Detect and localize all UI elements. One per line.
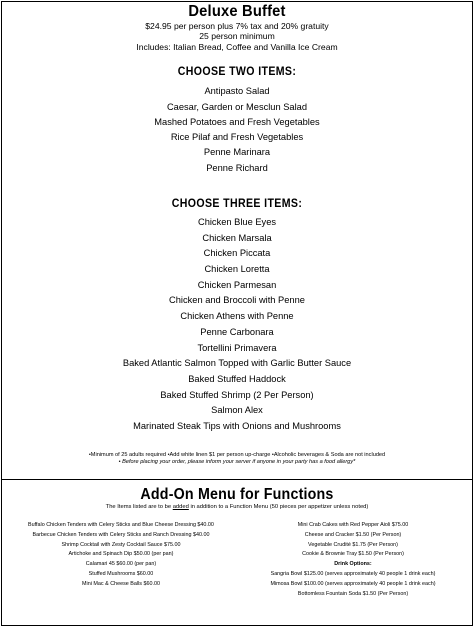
list-item: Baked Atlantic Salmon Topped with Garlic Butter Sauce <box>122 358 352 369</box>
list-item: Penne Carbonara <box>200 326 274 337</box>
list-item: Baked Stuffed Haddock <box>188 373 286 384</box>
allergy-note: • Before placing your order, please inform your server if anyone in your party has a food allergy* <box>118 458 356 465</box>
list-item: Chicken Marsala <box>202 232 272 243</box>
list-item: Penne Marinara <box>203 147 271 158</box>
addon-subtitle-underlined: added <box>172 504 189 510</box>
list-item: Mashed Potatoes and Fresh Vegetables <box>154 116 320 127</box>
list-item: Chicken Parmesan <box>197 279 277 290</box>
addon-item: Shrimp Cocktail with Zesty Cocktail Sauce $75.00 <box>61 541 181 548</box>
list-item: Antipasto Salad <box>204 86 270 97</box>
menu-page <box>1 1 473 626</box>
addon-subtitle-text: in addition to a Function Menu (50 pieces per appetizer unless noted) <box>188 504 369 510</box>
buffet-minimum: 25 person minimum <box>199 31 275 42</box>
list-item: Tortellini Primavera <box>197 342 277 353</box>
addon-item: Calamari 45 $60.00 (per pan) <box>85 561 157 568</box>
addon-item: Artichoke and Spinach Dip $50.00 (per pan) <box>68 551 174 558</box>
list-item: Chicken Athens with Penne <box>180 311 294 322</box>
section-divider <box>2 479 472 480</box>
list-item: Chicken and Broccoli with Penne <box>169 295 305 306</box>
list-item: Marinated Steak Tips with Onions and Mushrooms <box>133 420 341 431</box>
addon-left-column <box>6 521 236 590</box>
list-item: Baked Stuffed Shrimp (2 Per Person) <box>160 389 314 400</box>
addon-item: Mini Crab Cakes with Red Pepper Aioli $75.00 <box>297 522 409 528</box>
choose-three-heading: CHOOSE THREE ITEMS: <box>171 198 303 210</box>
addon-item: Cheese and Cracker $1.50 (Per Person) <box>304 531 402 538</box>
addon-item: Stuffed Mushrooms $60.00 <box>88 570 154 577</box>
choose-two-list <box>2 84 472 176</box>
buffet-includes: Includes: Italian Bread, Coffee and Vanilla Ice Cream <box>136 41 338 52</box>
addon-item: Bottomless Fountain Soda $1.50 (Per Person) <box>297 590 409 597</box>
list-item: Salmon Alex <box>211 405 263 416</box>
list-item: Chicken Loretta <box>204 264 270 275</box>
addon-item: Cookie & Brownie Tray $1.50 (Per Person) <box>302 551 404 558</box>
addon-item: Mini Mac & Cheese Balls $60.00 <box>82 580 160 587</box>
list-item: Caesar, Garden or Mesclun Salad <box>166 101 308 112</box>
addon-right-column <box>238 521 468 599</box>
addon-item: Sangria Bowl $125.00 (serves approximately 40 people 1 drink each) <box>270 570 436 577</box>
choose-two-heading: CHOOSE TWO ITEMS: <box>177 66 297 79</box>
list-item: Chicken Piccata <box>203 248 271 259</box>
addon-item: Buffalo Chicken Tenders with Celery Sticks and Blue Cheese Dressing $40.00 <box>28 522 214 528</box>
addon-item: Mimosa Bowl $100.00 (serves approximately 40 people 1 drink each) <box>270 580 436 587</box>
addon-header <box>2 486 472 510</box>
addon-title: Add-On Menu for Functions <box>140 486 334 503</box>
buffet-price: $24.95 per person plus 7% tax and 20% gratuity <box>145 21 329 31</box>
list-item: Rice Pilaf and Fresh Vegetables <box>170 132 304 143</box>
choose-three-list <box>2 215 472 435</box>
drink-options-heading: Drink Options: <box>334 561 372 568</box>
list-item: Chicken Blue Eyes <box>197 217 277 227</box>
addon-item: Vegetable Crudité $1.75 (Per Person) <box>308 541 398 548</box>
list-item: Penne Richard <box>206 162 268 173</box>
addon-item: Barbecue Chicken Tenders with Celery Sticks and Ranch Dressing $40.00 <box>32 531 210 538</box>
buffet-title: Deluxe Buffet <box>188 3 286 20</box>
buffet-header <box>2 3 472 52</box>
addon-subtitle <box>2 504 472 510</box>
notes-line: •Minimum of 25 adults required •Add white linen $1 per person up-charge •Alcoholic beverages & Soda are not included <box>88 451 386 458</box>
addon-subtitle-text: The Items listed are to be <box>105 504 173 510</box>
buffet-notes <box>2 452 472 466</box>
